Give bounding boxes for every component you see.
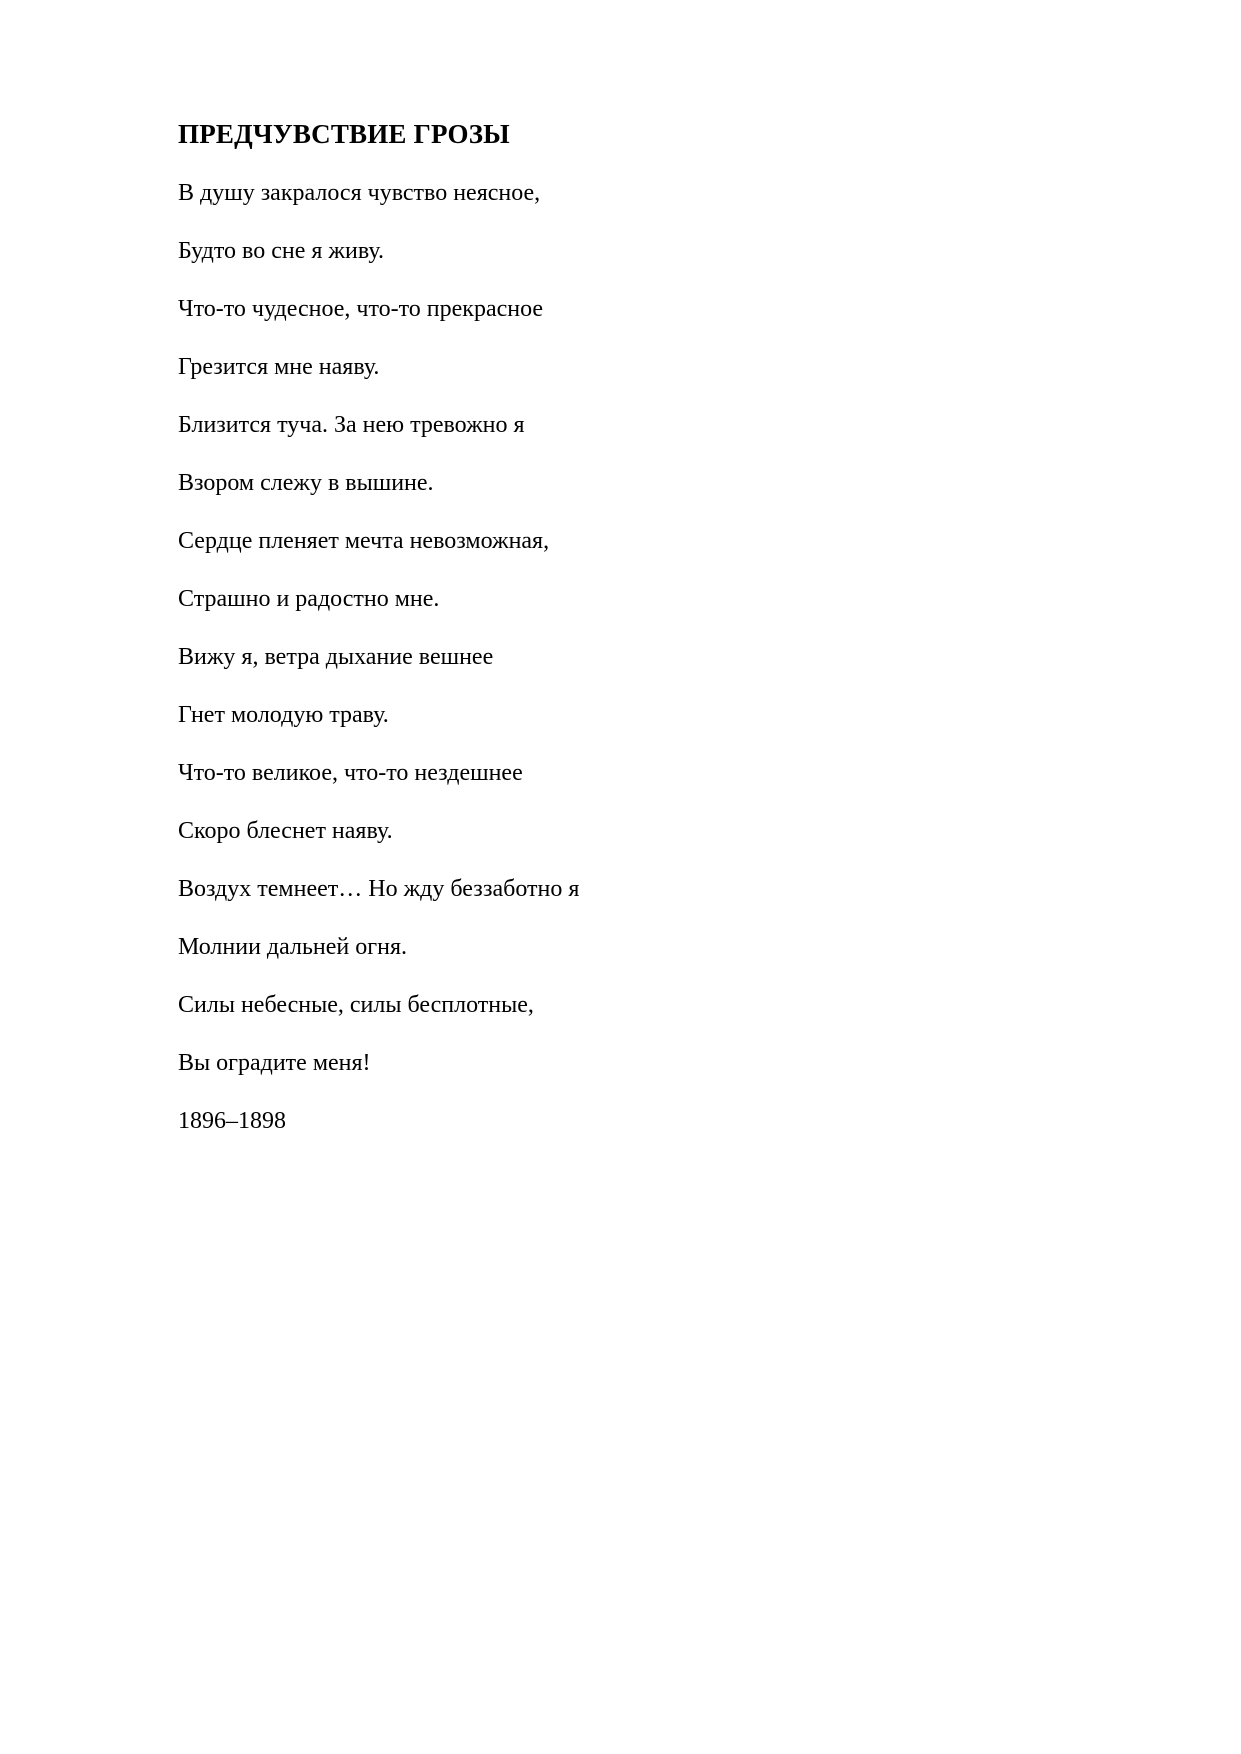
poem-line: Близится туча. За нею тревожно я: [178, 412, 525, 438]
poem-date: 1896–1898: [178, 1108, 286, 1134]
poem-line: Страшно и радостно мне.: [178, 586, 440, 612]
poem-line: Силы небесные, силы бесплотные,: [178, 992, 534, 1018]
poem-line: Вижу я, ветра дыхание вешнее: [178, 644, 494, 670]
poem-line: Что-то чудесное, что-то прекрасное: [178, 296, 544, 322]
poem-line: Взором слежу в вышине.: [178, 470, 434, 496]
poem-line: В душу закралося чувство неясное,: [178, 180, 541, 206]
poem-line: Что-то великое, что-то нездешнее: [178, 760, 523, 786]
poem-line: Молнии дальней огня.: [178, 934, 407, 960]
poem-line: Скоро блеснет наяву.: [178, 818, 393, 844]
poem-title: ПРЕДЧУВСТВИЕ ГРОЗЫ: [178, 119, 510, 149]
poem-line: Будто во сне я живу.: [178, 238, 384, 264]
poem-line: Воздух темнеет… Но жду беззаботно я: [178, 876, 580, 902]
poem-line: Вы оградите меня!: [178, 1050, 371, 1076]
poem-line: Сердце пленяет мечта невозможная,: [178, 528, 550, 554]
poem-line: Гнет молодую траву.: [178, 702, 389, 728]
poem-body: [178, 176, 579, 1162]
poem-line: Грезится мне наяву.: [178, 354, 380, 380]
